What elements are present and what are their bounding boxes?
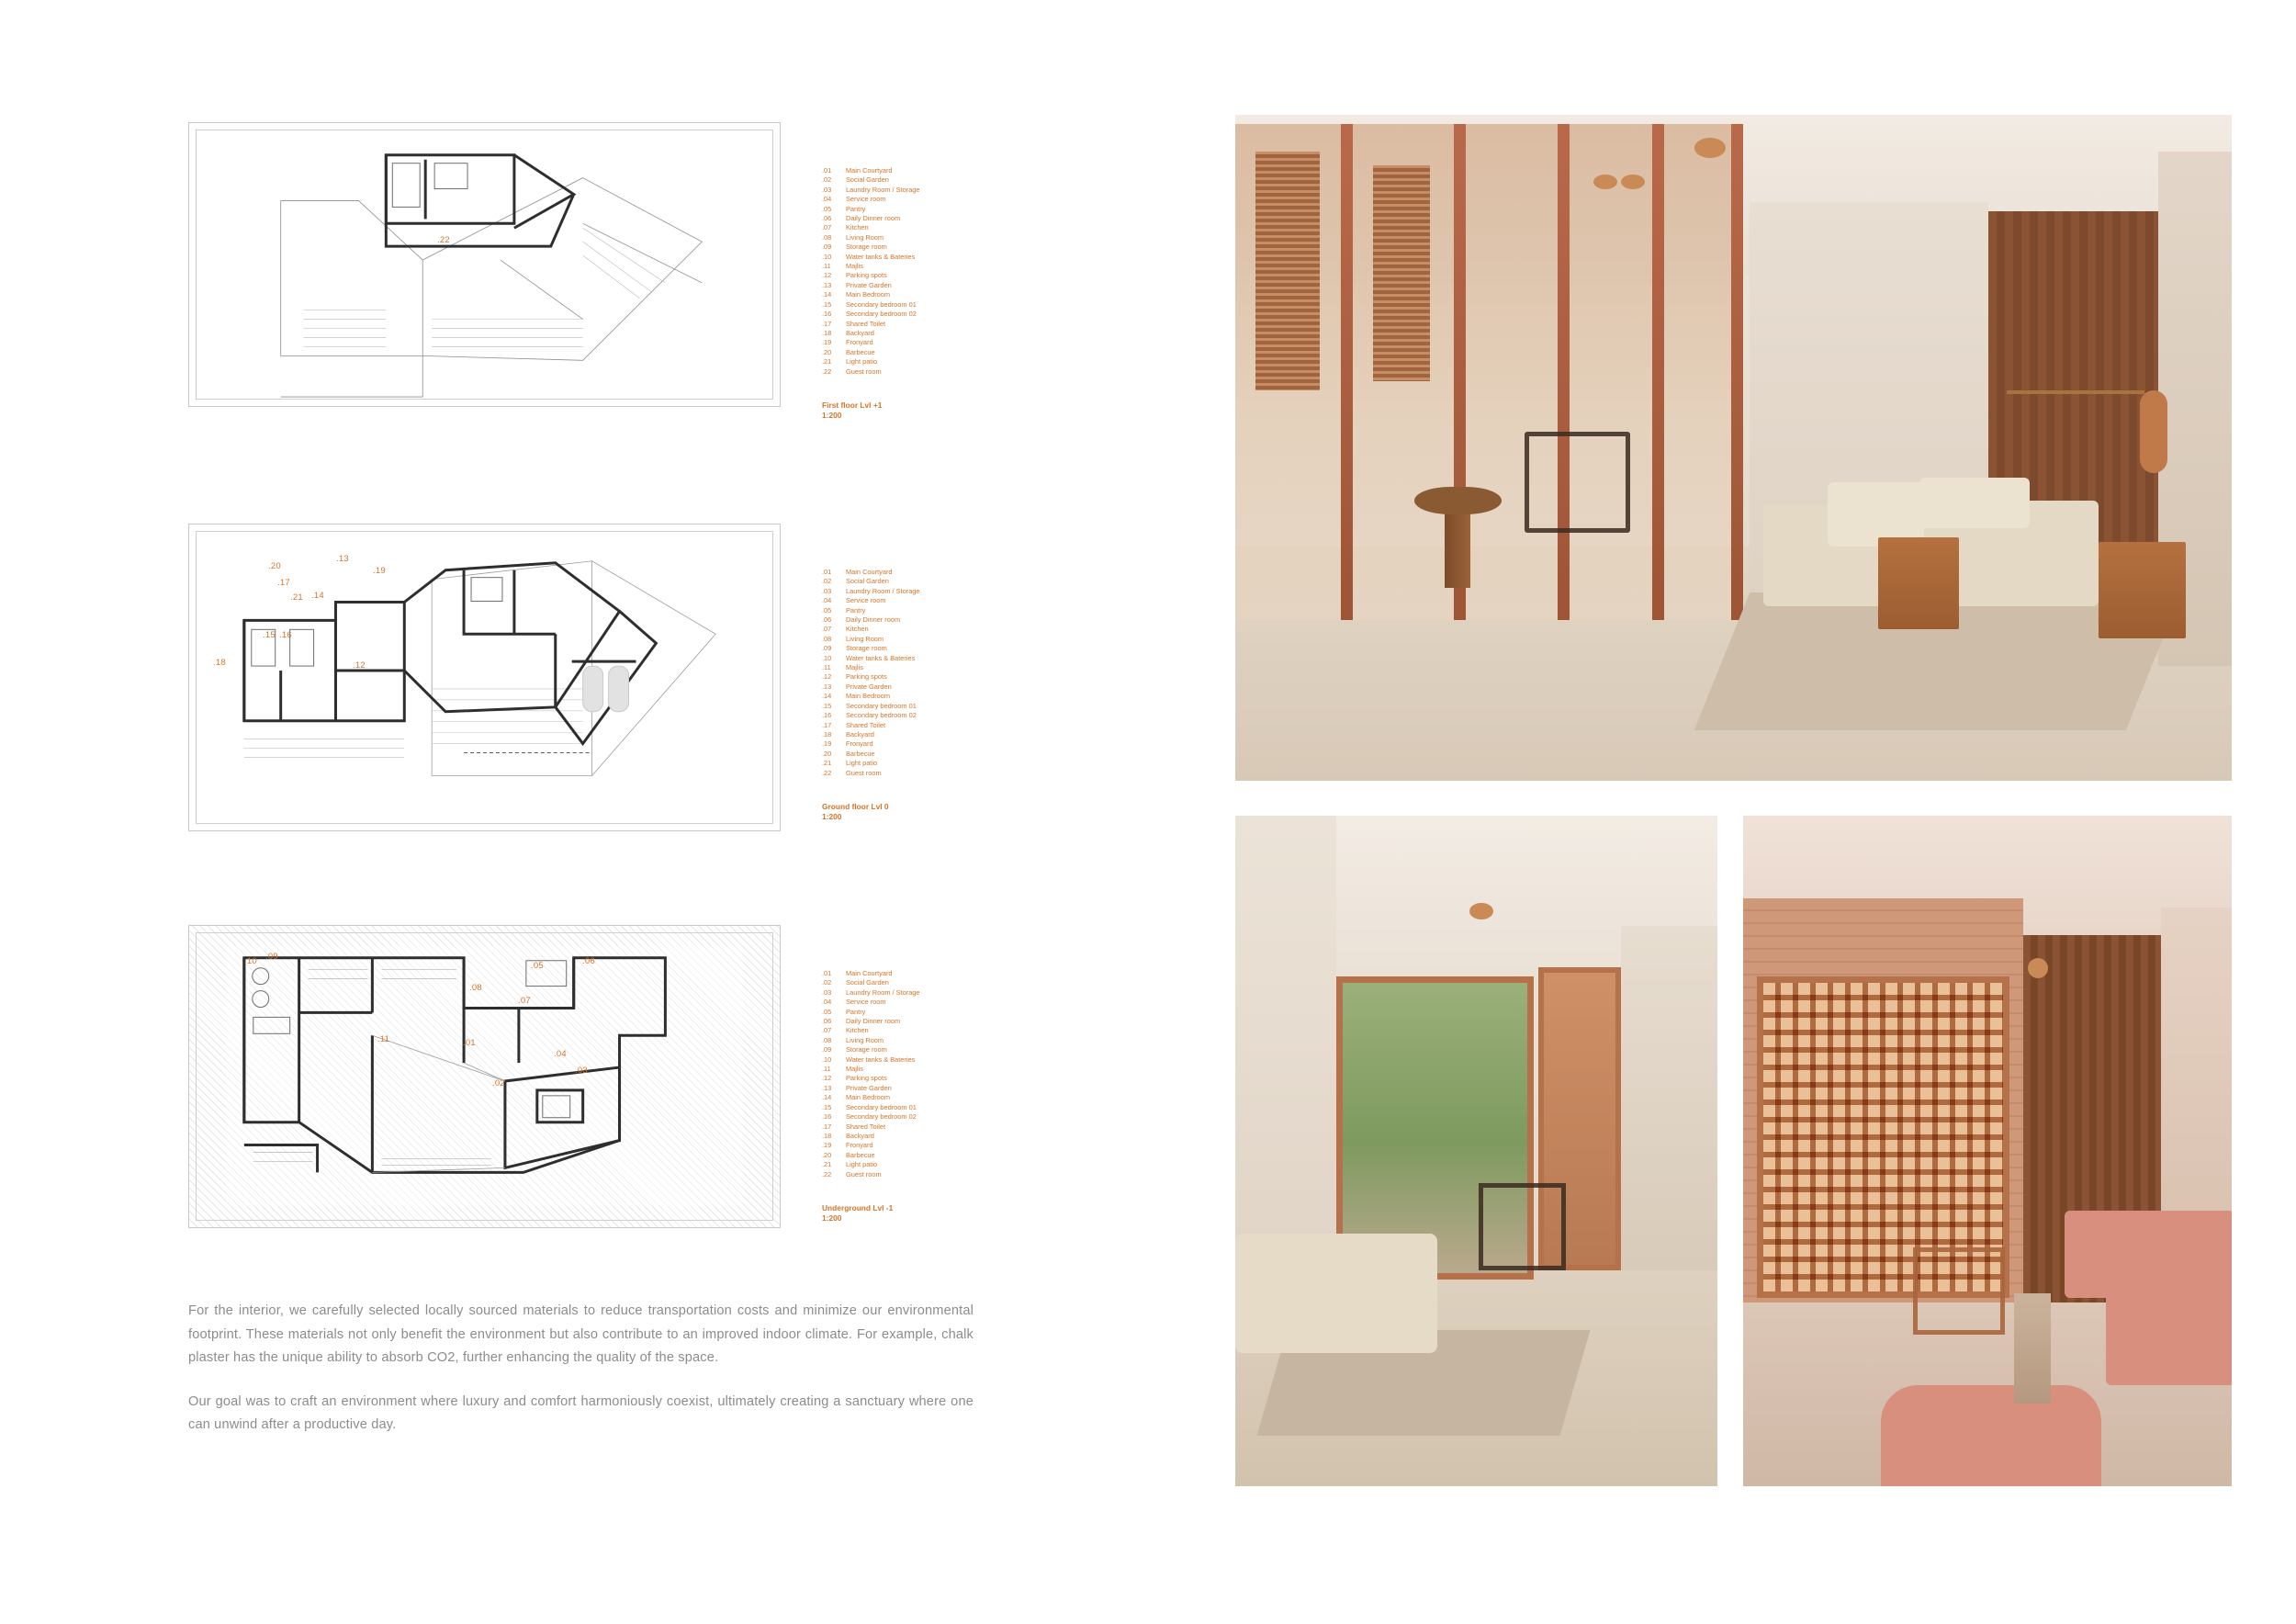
right-wall bbox=[1621, 926, 1717, 1321]
legend-item: .16 Secondary bedroom 02 bbox=[822, 1112, 917, 1122]
plan-frame-first-floor bbox=[188, 122, 781, 407]
legend-item: .12 Parking spots bbox=[822, 271, 887, 280]
wall-lamp-arm bbox=[2007, 390, 2144, 394]
wall-sconce bbox=[2140, 390, 2167, 473]
room-number: .04 bbox=[554, 1049, 567, 1059]
legend-item: .16 Secondary bedroom 02 bbox=[822, 711, 917, 720]
legend-item: .04 Service room bbox=[822, 596, 886, 605]
legend-item: .18 Backyard bbox=[822, 729, 874, 739]
legend-item: .11 Majlis bbox=[822, 663, 863, 672]
legend-item: .19 Fronyard bbox=[822, 1141, 873, 1150]
room-number: .12 bbox=[353, 660, 366, 671]
room-number: .22 bbox=[437, 235, 450, 245]
legend-item: .12 Parking spots bbox=[822, 1074, 887, 1083]
wooden-stool bbox=[1414, 487, 1502, 588]
legend-item: .07 Kitchen bbox=[822, 1026, 869, 1035]
legend-item: .21 Light patio bbox=[822, 1160, 878, 1169]
floor-cushion bbox=[1881, 1385, 2101, 1486]
room-number: .09 bbox=[265, 952, 278, 962]
legend-item: .01 Main Courtyard bbox=[822, 568, 893, 576]
plan-drawing-underground bbox=[189, 926, 780, 1227]
legend-item: .05 Pantry bbox=[822, 1007, 866, 1016]
room-number: .10 bbox=[244, 956, 257, 966]
legend-item: .06 Daily Dinner room bbox=[822, 214, 901, 223]
room-number: .21 bbox=[290, 592, 303, 603]
legend-item: .10 Water tanks & Bateries bbox=[822, 653, 916, 662]
legend-item: .22 Guest room bbox=[822, 1169, 882, 1179]
room-number: .08 bbox=[469, 983, 482, 993]
plan-title-first-floor: First floor Lvl +1 1:200 bbox=[822, 400, 883, 420]
legend-item: .10 Water tanks & Bateries bbox=[822, 252, 916, 261]
legend-item: .21 Light patio bbox=[822, 759, 878, 768]
legend-ground-floor bbox=[822, 568, 1024, 778]
photo-living-room-main bbox=[1235, 115, 2232, 781]
legend-item: .06 Daily Dinner room bbox=[822, 1017, 901, 1026]
legend-item: .10 Water tanks & Bateries bbox=[822, 1054, 916, 1064]
room-number: .06 bbox=[582, 956, 595, 966]
legend-item: .03 Laundry Room / Storage bbox=[822, 586, 920, 595]
plan-frame-underground bbox=[188, 925, 781, 1228]
legend-item: .09 Storage room bbox=[822, 1045, 887, 1054]
legend-item: .11 Majlis bbox=[822, 262, 863, 271]
room-number: .17 bbox=[277, 578, 290, 588]
room-number: .07 bbox=[518, 996, 531, 1006]
photo-courtyard-view bbox=[1235, 816, 1717, 1486]
side-table-cube bbox=[2099, 542, 2186, 638]
sofa-section bbox=[2106, 1275, 2232, 1385]
legend-item: .18 Backyard bbox=[822, 328, 874, 337]
room-number: .20 bbox=[268, 561, 281, 571]
legend-item: .22 Guest room bbox=[822, 768, 882, 777]
legend-item: .14 Main Bedroom bbox=[822, 692, 891, 701]
room-number: .01 bbox=[463, 1038, 476, 1048]
legend-item: .07 Kitchen bbox=[822, 223, 869, 232]
legend-item: .20 Barbecue bbox=[822, 1150, 875, 1159]
legend-item: .07 Kitchen bbox=[822, 625, 869, 634]
legend-item: .05 Pantry bbox=[822, 204, 866, 213]
louver-screen bbox=[1255, 152, 1320, 390]
legend-item: .19 Fronyard bbox=[822, 739, 873, 749]
legend-item: .03 Laundry Room / Storage bbox=[822, 185, 920, 194]
legend-item: .12 Parking spots bbox=[822, 672, 887, 682]
paragraph-goal: Our goal was to craft an environment where luxury and comfort harmoniously coexist, ultimately creating a sanctuary where one can unwind after a productive day. bbox=[188, 1393, 974, 1432]
room-number: .02 bbox=[492, 1078, 505, 1088]
legend-item: .06 Daily Dinner room bbox=[822, 615, 901, 625]
legend-item: .17 Shared Toilet bbox=[822, 319, 886, 328]
plan-block-first-floor bbox=[188, 122, 920, 420]
louver-screen bbox=[1373, 165, 1430, 381]
legend-item: .09 Storage room bbox=[822, 242, 887, 252]
legend-item: .08 Living Room bbox=[822, 634, 884, 643]
room-number: .16 bbox=[279, 630, 292, 640]
photo-brick-screen-lounge bbox=[1743, 816, 2232, 1486]
legend-item: .22 Guest room bbox=[822, 367, 882, 376]
room-number: .03 bbox=[575, 1066, 588, 1076]
legend-item: .20 Barbecue bbox=[822, 347, 875, 356]
plan-block-underground bbox=[188, 925, 920, 1228]
side-table-cube bbox=[1878, 537, 1959, 629]
room-number: .13 bbox=[336, 554, 349, 564]
legend-item: .05 Pantry bbox=[822, 605, 866, 615]
legend-item: .11 Majlis bbox=[822, 1065, 863, 1074]
legend-item: .04 Service room bbox=[822, 195, 886, 204]
legend-item: .17 Shared Toilet bbox=[822, 1122, 886, 1131]
plan-title-ground-floor: Ground floor Lvl 0 1:200 bbox=[822, 802, 889, 821]
ceiling-light bbox=[2028, 958, 2048, 978]
legend-item: .13 Private Garden bbox=[822, 280, 892, 289]
legend-item: .09 Storage room bbox=[822, 644, 887, 653]
legend-item: .01 Main Courtyard bbox=[822, 969, 893, 977]
plan-block-ground-floor bbox=[188, 524, 920, 831]
ceiling-light bbox=[1621, 175, 1645, 189]
lounge-chair bbox=[1525, 432, 1630, 533]
legend-item: .15 Secondary bedroom 01 bbox=[822, 701, 917, 710]
legend-item: .13 Private Garden bbox=[822, 1083, 892, 1092]
legend-item: .08 Living Room bbox=[822, 1035, 884, 1044]
plan-drawing-first-floor bbox=[189, 123, 780, 406]
room-number: .05 bbox=[531, 961, 544, 971]
legend-item: .18 Backyard bbox=[822, 1131, 874, 1140]
legend-item: .14 Main Bedroom bbox=[822, 1093, 891, 1102]
legend-item: .02 Social Garden bbox=[822, 175, 889, 185]
plan-frame-ground-floor bbox=[188, 524, 781, 831]
room-number: .19 bbox=[373, 566, 386, 576]
legend-item: .16 Secondary bedroom 02 bbox=[822, 310, 917, 319]
ceiling-light bbox=[1469, 903, 1493, 919]
legend-item: .08 Living Room bbox=[822, 232, 884, 242]
legend-item: .19 Fronyard bbox=[822, 338, 873, 347]
room-number: .14 bbox=[311, 591, 324, 601]
stone-pedestal bbox=[2014, 1293, 2051, 1404]
room-number: .11 bbox=[377, 1034, 390, 1044]
legend-underground bbox=[822, 969, 1024, 1179]
lounge-chair bbox=[1913, 1247, 2005, 1335]
legend-item: .13 Private Garden bbox=[822, 682, 892, 691]
body-copy bbox=[188, 1300, 974, 1438]
legend-item: .20 Barbecue bbox=[822, 749, 875, 758]
room-number: .15 bbox=[263, 630, 276, 640]
low-sofa bbox=[1235, 1234, 1437, 1353]
legend-item: .01 Main Courtyard bbox=[822, 166, 893, 175]
legend-item: .14 Main Bedroom bbox=[822, 290, 891, 299]
legend-item: .15 Secondary bedroom 01 bbox=[822, 1102, 917, 1111]
room-number: .18 bbox=[213, 658, 226, 668]
legend-item: .04 Service room bbox=[822, 998, 886, 1007]
ceiling-light bbox=[1694, 138, 1726, 158]
legend-item: .17 Shared Toilet bbox=[822, 720, 886, 729]
legend-item: .15 Secondary bedroom 01 bbox=[822, 299, 917, 309]
legend-item: .03 Laundry Room / Storage bbox=[822, 987, 920, 997]
paragraph-materials: For the interior, we carefully selected locally sourced materials to reduce transportation costs and minimize our environmental footprint. These materials not only benefit the environment but also contribute to an improved indoor climate. For example, chalk plaster has the unique ability to absorb CO2, further enhancing the quality of the space. bbox=[188, 1303, 974, 1365]
legend-item: .21 Light patio bbox=[822, 357, 878, 367]
ceiling-light bbox=[1593, 175, 1617, 189]
legend-item: .02 Social Garden bbox=[822, 577, 889, 586]
sofa-cushion bbox=[1919, 478, 2030, 528]
lounge-chair bbox=[1479, 1183, 1566, 1270]
legend-first-floor bbox=[822, 166, 1024, 377]
legend-item: .02 Social Garden bbox=[822, 978, 889, 987]
plan-title-underground: Underground Lvl -1 1:200 bbox=[822, 1203, 894, 1223]
